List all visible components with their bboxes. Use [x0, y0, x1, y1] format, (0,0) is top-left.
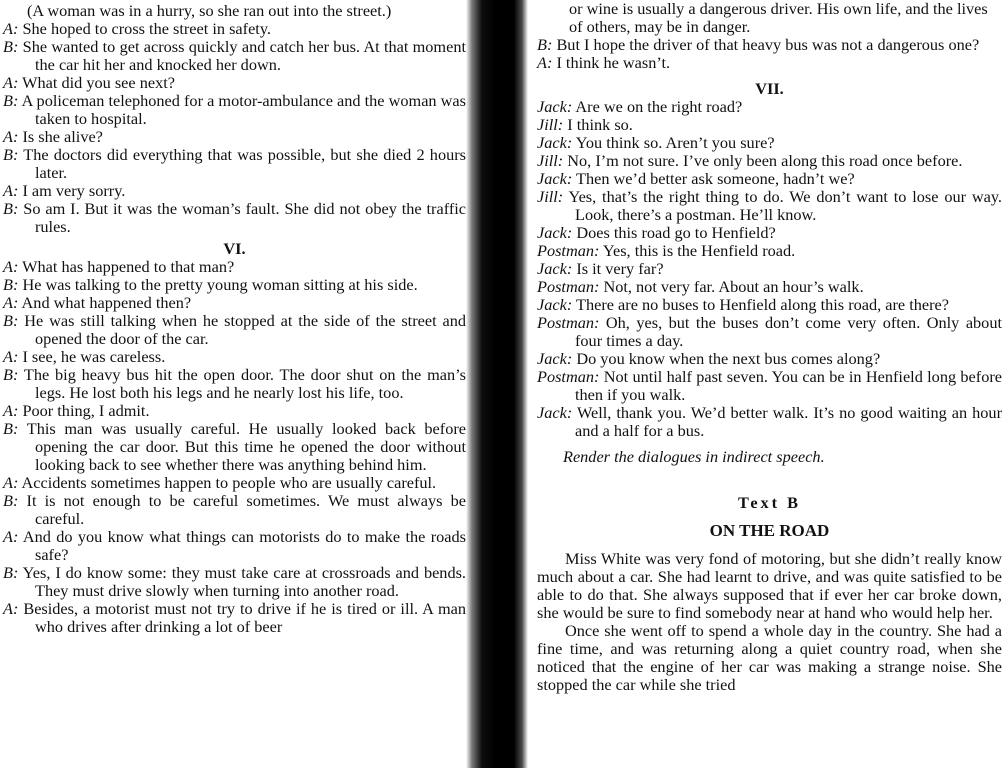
speaker-label: A:	[3, 127, 19, 146]
dialogue-line	[3, 276, 466, 294]
dialogue-line	[537, 54, 1002, 72]
dialogue-text: Not until half past seven. You can be in Henfield long before then if you walk.	[575, 367, 1002, 404]
speaker-label: Jill:	[537, 151, 564, 170]
dialogue-line	[3, 366, 466, 402]
dialogue-line	[3, 38, 466, 74]
dialogue-text: What did you see next?	[18, 73, 175, 92]
speaker-label: A:	[3, 181, 19, 200]
speaker-label: Jack:	[537, 133, 573, 152]
dialogue-text: Besides, a motorist must not try to drive if he is tired or ill. A man who drives after drinking a lot of beer	[18, 599, 466, 636]
dialogue-line	[537, 36, 1002, 54]
dialogue-line	[537, 350, 1002, 368]
speaker-label: Jill:	[537, 187, 564, 206]
speaker-label: A:	[3, 473, 19, 492]
dialogue-line	[537, 170, 1002, 188]
dialogue-text: Is she alive?	[18, 127, 103, 146]
speaker-label: A:	[3, 19, 19, 38]
dialogue-seven	[537, 98, 1002, 440]
speaker-label: Postman:	[537, 367, 600, 386]
speaker-label: B:	[3, 365, 19, 384]
dialogue-text: Does this road go to Henfield?	[572, 223, 776, 242]
speaker-label: B:	[3, 419, 19, 438]
dialogue-text: I think he wasn’t.	[552, 53, 671, 72]
speaker-label: A:	[3, 73, 19, 92]
dialogue-text: Are we on the right road?	[572, 97, 743, 116]
dialogue-text: He was still talking when he stopped at the side of the street and opened the door of the car.	[18, 311, 466, 348]
dialogue-line	[537, 314, 1002, 350]
page-gutter-shadow	[466, 0, 528, 768]
speaker-label: Postman:	[537, 313, 600, 332]
dialogue-text: Not, not very far. About an hour’s walk.	[599, 277, 864, 296]
speaker-label: Jill:	[537, 115, 564, 134]
dialogue-text: This man was usually careful. He usually looked back before opening the car door. But this time he opened the door without looking back to see whether there was anything behind him.	[18, 419, 466, 474]
dialogue-text: Accidents sometimes happen to people who are usually careful.	[18, 473, 437, 492]
dialogue-line	[537, 278, 1002, 296]
dialogue-text: Then we’d better ask someone, hadn’t we?	[572, 169, 855, 188]
dialogue-text: Poor thing, I admit.	[18, 401, 150, 420]
dialogue-text: Oh, yes, but the buses don’t come very often. Only about four times a day.	[575, 313, 1002, 350]
speaker-label: B:	[3, 275, 19, 294]
dialogue-text: Is it very far?	[572, 259, 664, 278]
dialogue-text: Do you know when the next bus comes along?	[572, 349, 881, 368]
dialogue-text: But I hope the driver of that heavy bus was not a dangerous one?	[552, 35, 980, 54]
speaker-label: B:	[3, 563, 19, 582]
left-column	[3, 0, 466, 636]
dialogue-line	[3, 492, 466, 528]
dialogue-text: So am I. But it was the woman’s fault. She did not obey the traffic rules.	[18, 199, 466, 236]
speaker-label: A:	[3, 527, 19, 546]
dialogue-line	[537, 134, 1002, 152]
dialogue-line	[537, 98, 1002, 116]
dialogue-line	[3, 420, 466, 474]
dialogue-line	[537, 224, 1002, 242]
speaker-label: A:	[3, 599, 19, 618]
dialogue-text: You think so. Aren’t you sure?	[572, 133, 775, 152]
text-b-title: ON THE ROAD	[709, 521, 830, 540]
dialogue-line	[537, 116, 1002, 134]
text-b-label: Text B	[737, 493, 802, 512]
dialogue-text: The big heavy bus hit the open door. The door shut on the man’s legs. He lost both his legs and he nearly lost his life, too.	[18, 365, 466, 402]
dialogue-text: A policeman telephoned for a motor-ambulance and the woman was taken to hospital.	[18, 91, 466, 128]
dialogue-line	[3, 528, 466, 564]
speaker-label: Postman:	[537, 277, 600, 296]
speaker-label: B:	[3, 37, 19, 56]
dialogue-line	[537, 242, 1002, 260]
dialogue-text: What has happened to that man?	[18, 257, 235, 276]
dialogue-text: The doctors did everything that was possible, but she died 2 hours later.	[18, 145, 466, 182]
dialogue-six-end	[537, 36, 1002, 72]
dialogue-line	[3, 258, 466, 276]
dialogue-line	[3, 348, 466, 366]
dialogue-text: She wanted to get across quickly and catch her bus. At that moment the car hit her and knocked her down.	[18, 37, 466, 74]
dialogue-text: Well, thank you. We’d better walk. It’s no good waiting an hour and a half for a bus.	[572, 403, 1002, 440]
section-heading-vii: VII.	[755, 79, 784, 98]
speaker-label: B:	[3, 145, 19, 164]
dialogue-line	[3, 182, 466, 200]
speaker-label: B:	[3, 491, 19, 510]
dialogue-text: And what happened then?	[18, 293, 192, 312]
speaker-label: Jack:	[537, 403, 573, 422]
dialogue-text: I think so.	[563, 115, 633, 134]
dialogue-five-end	[3, 20, 466, 236]
paragraph-2: Once she went off to spend a whole day in the country. She had a fine time, and was returning along a quiet country road, when she noticed that the engine of her car was making a strange noise. She stopped the car while she tried	[537, 621, 1002, 694]
dialogue-text: I am very sorry.	[18, 181, 126, 200]
dialogue-text: No, I’m not sure. I’ve only been along this road once before.	[563, 151, 963, 170]
right-column	[537, 0, 1002, 694]
dialogue-text: She hoped to cross the street in safety.	[18, 19, 271, 38]
dialogue-line	[3, 474, 466, 492]
dialogue-line	[537, 368, 1002, 404]
dialogue-text: It is not enough to be careful sometimes. We must always be careful.	[18, 491, 466, 528]
dialogue-six	[3, 258, 466, 636]
dialogue-text: Yes, this is the Henfield road.	[599, 241, 796, 260]
speaker-label: Jack:	[537, 295, 573, 314]
speaker-label: B:	[3, 199, 19, 218]
paragraph-1: Miss White was very fond of motoring, but she didn’t really know much about a car. She had learnt to drive, and was quite satisfied to be able to do that. She always supposed that if ever her car broke down, she would be sure to find somebody near at hand who would help her.	[537, 549, 1002, 622]
dialogue-line	[537, 260, 1002, 278]
dialogue-text: And do you know what things can motorists do to make the roads safe?	[18, 527, 466, 564]
dialogue-line	[537, 188, 1002, 224]
speaker-label: A:	[3, 401, 19, 420]
speaker-label: Jack:	[537, 97, 573, 116]
dialogue-line	[537, 152, 1002, 170]
dialogue-text: Yes, I do know some: they must take care at crossroads and bends. They must drive slowly when turning into another road.	[18, 563, 466, 600]
dialogue-line	[3, 200, 466, 236]
dialogue-text: Yes, that’s the right thing to do. We don’t want to lose our way. Look, there’s a postman. He’ll know.	[563, 187, 1002, 224]
instruction-text: Render the dialogues in indirect speech.	[563, 447, 825, 466]
dialogue-line	[3, 74, 466, 92]
dialogue-line	[3, 92, 466, 128]
speaker-label: Postman:	[537, 241, 600, 260]
dialogue-line	[3, 564, 466, 600]
dialogue-line	[537, 404, 1002, 440]
section-heading-vi: VI.	[223, 239, 246, 258]
dialogue-text: I see, he was careless.	[18, 347, 166, 366]
dialogue-text: He was talking to the pretty young woman sitting at his side.	[18, 275, 418, 294]
dialogue-line	[3, 146, 466, 182]
dialogue-line	[3, 128, 466, 146]
dialogue-line	[3, 600, 466, 636]
dialogue-text: There are no buses to Henfield along this road, are there?	[572, 295, 949, 314]
speaker-label: Jack:	[537, 223, 573, 242]
speaker-label: Jack:	[537, 349, 573, 368]
speaker-label: B:	[537, 35, 553, 54]
speaker-label: Jack:	[537, 169, 573, 188]
dialogue-line	[3, 312, 466, 348]
speaker-label: B:	[3, 311, 19, 330]
dialogue-line	[3, 402, 466, 420]
continued-line: or wine is usually a dangerous driver. His own life, and the lives of others, may be in danger.	[569, 0, 988, 36]
speaker-label: Jack:	[537, 259, 573, 278]
speaker-label: A:	[3, 293, 19, 312]
dialogue-line	[3, 20, 466, 38]
continued-line: (A woman was in a hurry, so she ran out into the street.)	[27, 1, 392, 20]
speaker-label: B:	[3, 91, 19, 110]
dialogue-line	[3, 294, 466, 312]
speaker-label: A:	[537, 53, 553, 72]
dialogue-line	[537, 296, 1002, 314]
speaker-label: A:	[3, 347, 19, 366]
speaker-label: A:	[3, 257, 19, 276]
